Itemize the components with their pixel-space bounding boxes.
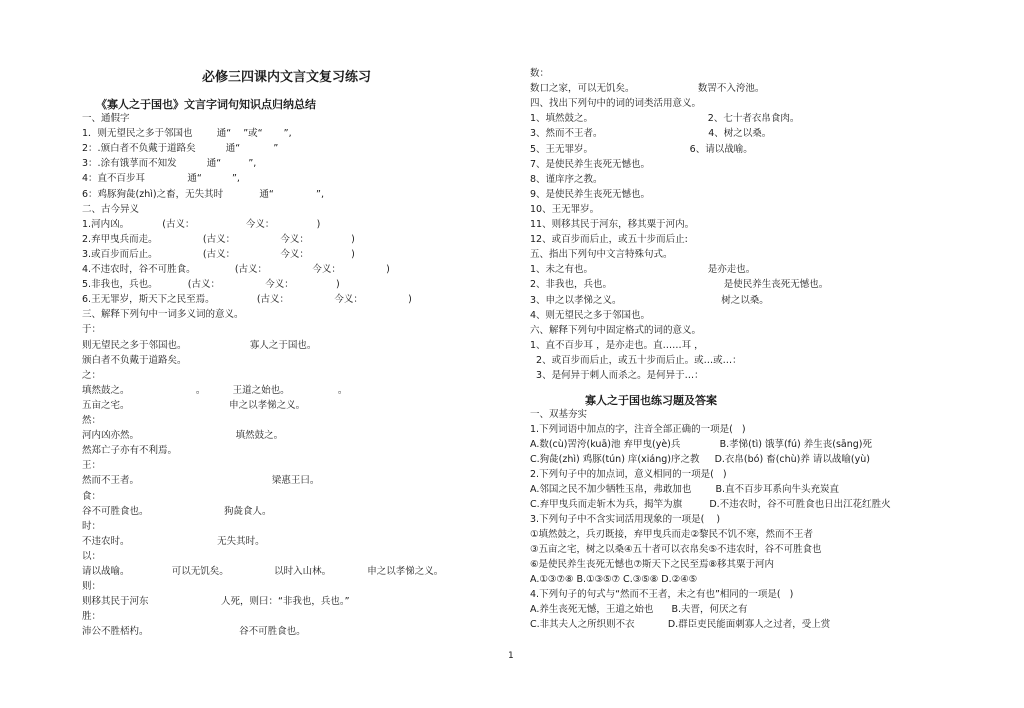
text-line: 8、谨庠序之教。 bbox=[530, 173, 603, 185]
text-line: 填然鼓之。 。 王道之始也。 。 bbox=[82, 384, 348, 396]
text-line: ①填然鼓之，兵刃既接，弃甲曳兵而走②黎民不饥不寒，然而不王者 bbox=[530, 529, 814, 540]
text-line: 11、则移其民于河东，移其粟于河内。 bbox=[530, 219, 695, 230]
text-line: 1.下列词语中加点的字，注音全部正确的一项是( ) bbox=[530, 424, 746, 435]
text-line: 二、古今异义 bbox=[82, 203, 140, 215]
text-line: 2、非我也，兵也。 是使民养生丧死无憾也。 bbox=[530, 279, 829, 291]
text-line: 2.下列句子中的加点词，意义相同的一项是( ) bbox=[530, 469, 727, 480]
text-line: 王： bbox=[82, 460, 102, 472]
text-line: 3.或百步而后止。 (古义： 今义： ) bbox=[82, 248, 355, 260]
text-line: 2.弃甲曳兵而走。 (古义： 今义： ) bbox=[82, 233, 355, 245]
text-line: 食： bbox=[82, 490, 102, 502]
text-line: 数口之家，可以无饥矣。 数罟不入洿池。 bbox=[530, 83, 765, 95]
text-line: 时： bbox=[82, 520, 102, 532]
text-line: 3.下列句子中不含实词活用现象的一项是( ) bbox=[530, 514, 721, 525]
text-line: A.邻国之民不加少牺牲玉帛，弗敢加也 B.直不百步耳系向牛头充炭直 bbox=[530, 484, 840, 495]
text-line: 4：直不百步耳 通“ ”, bbox=[82, 173, 240, 185]
text-line: 1、直不百步耳 ，是亦走也。直……耳 ， bbox=[530, 339, 704, 351]
section-title: 《寡人之于国也》文言字词句知识点归纳总结 bbox=[96, 98, 316, 111]
text-line: 12、或百步而后止，或五十步而后止: bbox=[530, 234, 688, 246]
text-line: 1．则无望民之多于邻国也 通“ ”或“ ”, bbox=[82, 128, 292, 140]
page-title: 必修三四课内文言文复习练习 bbox=[202, 70, 372, 85]
text-line: 6：鸡豚狗彘(zhì)之畜，无失其时 通“ ”, bbox=[82, 188, 324, 200]
text-line: 谷不可胜食也。 狗彘食人。 bbox=[82, 505, 272, 517]
text-line: 三、解释下列句中一词多义词的意义。 bbox=[82, 309, 244, 321]
text-line: 4.不违农时，谷不可胜食。 (古义： 今义： ) bbox=[82, 264, 390, 275]
text-line: ⑥是使民养生丧死无憾也⑦斯天下之民至焉⑧移其粟于河内 bbox=[530, 559, 775, 570]
text-line: 五、指出下列句中文言特殊句式。 bbox=[530, 249, 673, 261]
text-line: 不违农时。 无失其时。 bbox=[82, 535, 265, 547]
text-line: 3、然而不王者。 4、树之以桑。 bbox=[530, 128, 772, 140]
text-line: 2：.颁白者不负戴于道路矣 通“ ” bbox=[82, 143, 279, 155]
text-line: C.狗彘(zhì) 鸡豚(tún) 庠(xiáng)序之教 D.衣帛(bó) 畜(chù)养 请以战喻(yù) bbox=[530, 454, 870, 465]
text-line: C.弃甲曳兵而走斩木为兵，揭竿为旗 D.不违农时，谷不可胜食也日出江花红胜火 bbox=[530, 499, 891, 510]
text-line: 六、解释下列句中固定格式的词的意义。 bbox=[530, 324, 702, 336]
text-line: 5.非我也，兵也。 (古义： 今义： ) bbox=[82, 279, 340, 291]
text-line: 一、通假字 bbox=[82, 113, 130, 124]
text-line: 3、是何异于刺人而杀之。是何异于…： bbox=[530, 370, 704, 381]
text-line: 颁白者不负戴于道路矣。 bbox=[82, 354, 187, 366]
text-line: 一、双基夯实 bbox=[530, 409, 588, 420]
text-line: A.养生丧死无憾，王道之始也 B.夫晋，何厌之有 bbox=[530, 604, 748, 615]
text-line: 7、是使民养生丧死无憾也。 bbox=[530, 158, 651, 170]
text-line: 沛公不胜桮杓。 谷不可胜食也。 bbox=[82, 626, 306, 638]
text-line: ③五亩之宅，树之以桑④五十者可以衣帛矣⑤不违农时，谷不可胜食也 bbox=[530, 544, 822, 555]
text-line: 然： bbox=[82, 415, 102, 426]
text-line: 则： bbox=[82, 581, 102, 593]
text-line: 于： bbox=[82, 324, 102, 336]
text-line: 以： bbox=[82, 550, 102, 562]
text-line: 五亩之宅。 申之以孝悌之义。 bbox=[82, 399, 306, 411]
text-line: 9、是使民养生丧死无憾也。 bbox=[530, 188, 651, 200]
text-line: 3：.涂有饿莩而不知发 通“ ”, bbox=[82, 158, 257, 170]
text-line: 6.王无罪岁，斯天下之民至焉。 (古义： 今义： ) bbox=[82, 294, 412, 306]
text-line: 4、则无望民之多于邻国也。 bbox=[530, 309, 651, 321]
text-line: 数： bbox=[530, 68, 550, 79]
text-line: C.非其夫人之所织则不衣 D.群臣吏民能面刺寡人之过者，受上赏 bbox=[530, 619, 831, 630]
text-line: 1、未之有也。 是亦走也。 bbox=[530, 264, 756, 276]
text-line: 3、申之以孝悌之义。 树之以桑。 bbox=[530, 294, 769, 306]
text-line: A.①③⑦⑧ B.①③⑤⑦ C.③⑤⑧ D.②④⑤ bbox=[530, 574, 698, 585]
text-line: 4.下列句子的句式与“然而不王者，未之有也”相同的一项是( ) bbox=[530, 589, 794, 600]
text-line: 10、王无罪岁。 bbox=[530, 203, 600, 215]
text-line: 然郑亡子亦有不利焉。 bbox=[82, 445, 178, 457]
text-line: A.数(cù)罟洿(kuā)池 弃甲曳(yè)兵 B.孝悌(tì) 饿莩(fú) 养生丧(sāng)死 bbox=[530, 439, 872, 450]
text-line: 则移其民于河东 人死，则曰：“非我也，兵也。” bbox=[82, 596, 350, 608]
page-number: 1 bbox=[508, 651, 514, 661]
text-line: 请以战喻。 可以无饥矣。 以时入山林。 申之以孝悌之义。 bbox=[82, 566, 444, 577]
text-line: 则无望民之多于邻国也。 寡人之于国也。 bbox=[82, 339, 317, 351]
text-line: 1、填然鼓之。 2、七十者衣帛食肉。 bbox=[530, 113, 800, 125]
answer-section-title: 寡人之于国也练习题及答案 bbox=[585, 394, 717, 407]
text-line: 1.河内凶。 (古义： 今义： ) bbox=[82, 218, 321, 230]
text-line: 河内凶亦然。 填然鼓之。 bbox=[82, 430, 284, 442]
text-line: 之： bbox=[82, 369, 102, 381]
text-line: 5、王无罪岁。 6、请以战喻。 bbox=[530, 143, 753, 155]
text-line: 2、或百步而后止，或五十步而后止。或…或…： bbox=[530, 354, 742, 366]
text-line: 四、找出下列句中的词的词类活用意义。 bbox=[530, 98, 702, 110]
text-line: 胜： bbox=[82, 611, 102, 623]
text-line: 然而不王者。 梁惠王曰。 bbox=[82, 475, 320, 487]
